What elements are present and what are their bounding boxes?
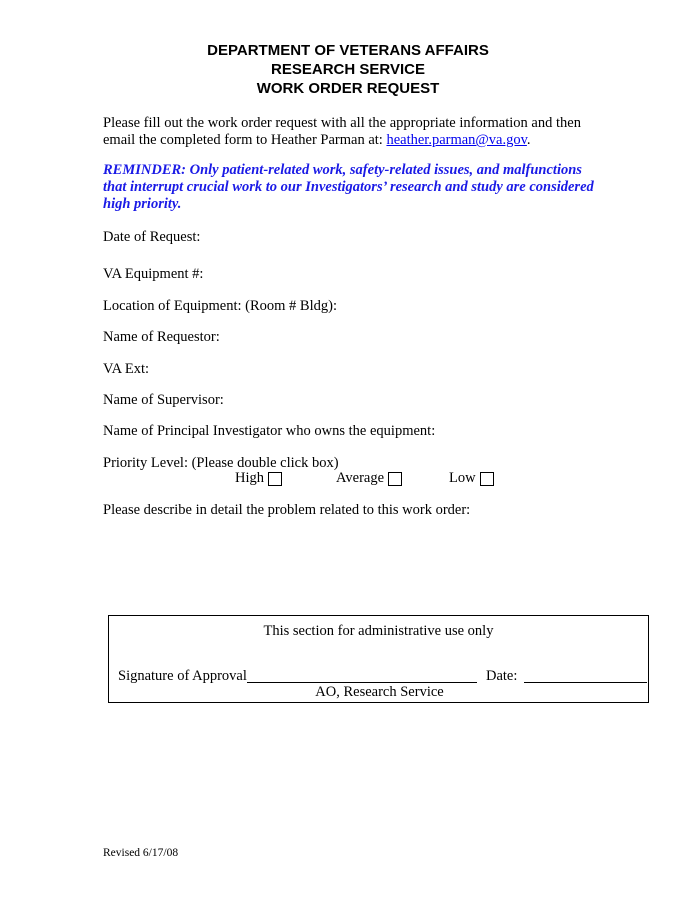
- intro-suffix: .: [526, 132, 531, 148]
- priority-option-low[interactable]: [449, 470, 494, 487]
- admin-date-line[interactable]: [524, 682, 647, 683]
- signature-line[interactable]: [247, 682, 477, 683]
- field-supervisor-name[interactable]: Name of Supervisor:: [103, 392, 224, 408]
- priority-average-checkbox[interactable]: [388, 472, 402, 486]
- field-requestor-name[interactable]: Name of Requestor:: [103, 329, 220, 345]
- service-title: RESEARCH SERVICE: [271, 61, 425, 78]
- admin-date-label: Date:: [486, 668, 518, 684]
- revision-date: Revised 6/17/08: [103, 847, 179, 859]
- priority-low-label: Low: [449, 470, 476, 486]
- problem-description-label[interactable]: Please describe in detail the problem related to this work order:: [103, 502, 471, 518]
- field-va-ext[interactable]: VA Ext:: [103, 361, 150, 377]
- field-location[interactable]: Location of Equipment: (Room # Bldg):: [103, 298, 337, 314]
- priority-low-checkbox[interactable]: [480, 472, 494, 486]
- field-va-equipment[interactable]: VA Equipment #:: [103, 266, 204, 282]
- department-title: DEPARTMENT OF VETERANS AFFAIRS: [207, 42, 489, 59]
- form-title: WORK ORDER REQUEST: [256, 80, 440, 97]
- email-link[interactable]: heather.parman@va.gov: [386, 132, 527, 148]
- priority-high-checkbox[interactable]: [268, 472, 282, 486]
- ao-text: AO, Research Service: [315, 684, 444, 700]
- signature-label: Signature of Approval: [118, 668, 247, 684]
- priority-option-average[interactable]: [336, 470, 402, 487]
- admin-section: [108, 615, 649, 703]
- priority-option-high[interactable]: [235, 470, 282, 487]
- priority-high-label: High: [235, 470, 264, 486]
- intro-paragraph: [103, 115, 603, 149]
- priority-label: Priority Level: (Please double click box): [103, 455, 339, 471]
- intro-text: Please fill out the work order request with all the appropriate information and then email the completed form to Heather Parman at:: [103, 115, 581, 148]
- field-date-of-request[interactable]: Date of Request:: [103, 229, 201, 245]
- signature-sublabel: [109, 684, 650, 701]
- field-principal-investigator[interactable]: Name of Principal Investigator who owns the equipment:: [103, 423, 436, 439]
- admin-heading: This section for administrative use only: [263, 623, 494, 639]
- reminder-note: REMINDER: Only patient-related work, safety-related issues, and malfunctions that interrupt crucial work to our Investigators’ research and study are considered high priority.: [103, 162, 594, 212]
- priority-average-label: Average: [336, 470, 385, 486]
